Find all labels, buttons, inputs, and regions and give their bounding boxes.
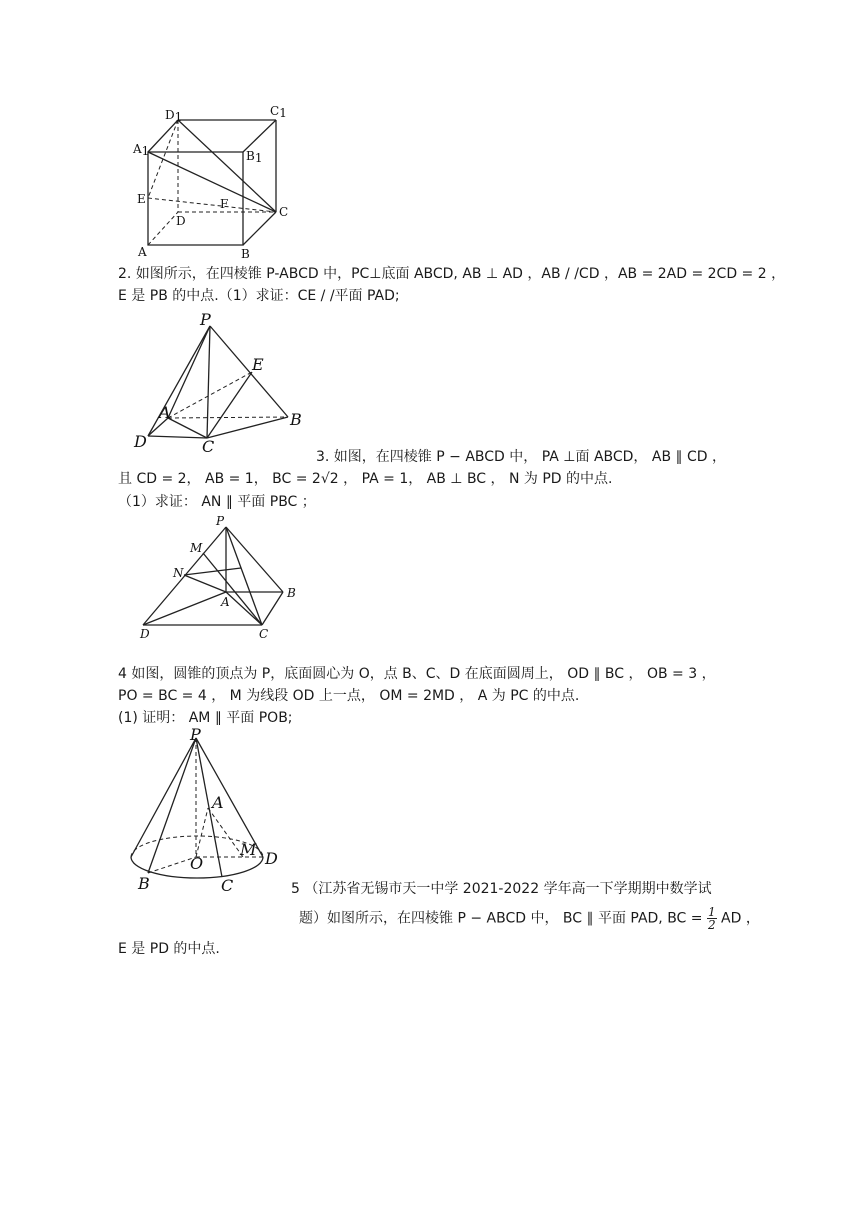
p3-line3: （1）求证： AN ∥ 平面 PBC ； (118, 494, 316, 510)
fig1-label-B1: B (246, 149, 255, 163)
fig4-label-B: B (138, 874, 150, 893)
fig1-label-C: C (279, 205, 289, 219)
p5-line2-tail: AD ， (716, 910, 760, 927)
fig1-label-A: A (138, 245, 147, 259)
svg-text:D1: D1 (165, 108, 183, 124)
fig1-label-E: E (137, 192, 146, 206)
fig1-label-D1: D (165, 108, 175, 122)
p5-line3: E 是 PD 的中点. (118, 941, 220, 957)
p4-line1: 4 如图，圆锥的顶点为 P，底面圆心为 O，点 B、C、D 在底面圆周上， OD ∥ BC ， OB = 3 ， (118, 666, 716, 682)
p3-line2: 且 CD = 2， AB = 1， BC = 2√2 ， PA = 1， AB ⊥ BC ， N 为 PD 的中点. (118, 471, 613, 487)
fig3-label-C: C (259, 627, 269, 641)
svg-text:C1: C1 (270, 104, 287, 120)
fig4-label-D: D (265, 849, 278, 868)
fig1-label-C1: C (270, 104, 280, 118)
p2-line2: E 是 PB 的中点.（1）求证：CE / /平面 PAD; (118, 288, 400, 304)
fig3-label-D: D (140, 627, 150, 641)
fig3-label-A: A (221, 595, 230, 609)
svg-text:B1: B1 (246, 149, 263, 165)
fig2-label-C: C (202, 437, 215, 456)
fig3-label-M: M (190, 541, 203, 555)
pyramid-figure-p2 (130, 310, 305, 456)
p2-line1: 2. 如图所示，在四棱锥 P-ABCD 中，PC⊥底面 ABCD, AB ⊥ AD ，AB / /CD ，AB = 2AD = 2CD = 2 ， (118, 266, 786, 282)
fig2-label-P: P (200, 310, 211, 329)
p3-line1: 3. 如图，在四棱锥 P − ABCD 中， PA ⊥面 ABCD， AB ∥ CD ， (316, 449, 726, 465)
fig2-label-A: A (159, 403, 171, 422)
p5-fraction: $\frac{1}{2}$ (707, 905, 716, 932)
fig4-label-A: A (212, 793, 224, 812)
fig1-label-D: D (176, 214, 186, 228)
fig4-label-M: M (240, 840, 257, 859)
fig3-label-B: B (287, 586, 296, 600)
p5-line1: 5 （江苏省无锡市天一中学 2021-2022 学年高一下学期期中数学试 (291, 881, 712, 897)
p4-line2: PO = BC = 4 ， M 为线段 OD 上一点， OM = 2MD ， A 为 PC 的中点. (118, 688, 580, 704)
fig3-label-P: P (216, 514, 225, 528)
p4-line3: (1) 证明： AM ∥ 平面 POB; (118, 710, 293, 726)
fig4-label-O: O (190, 854, 204, 873)
cone-figure (125, 726, 290, 896)
fig2-label-E: E (252, 355, 264, 374)
fig4-label-P: P (190, 725, 201, 744)
fig4-label-C: C (221, 876, 234, 895)
fig2-label-B: B (290, 410, 302, 429)
fig1-label-B: B (241, 247, 250, 261)
fig1-label-F: F (220, 197, 229, 211)
pyramid-figure-p3 (130, 514, 305, 644)
cube-figure (130, 105, 290, 260)
fig3-label-N: N (173, 566, 184, 580)
fig1-label-A1: A (133, 142, 142, 156)
svg-text:A1: A1 (133, 142, 150, 158)
p5-line2-text: 题）如图所示，在四棱锥 P − ABCD 中， BC ∥ 平面 PAD, BC = (299, 910, 707, 927)
p5-line2 (299, 906, 760, 931)
fig2-label-D: D (134, 432, 147, 451)
